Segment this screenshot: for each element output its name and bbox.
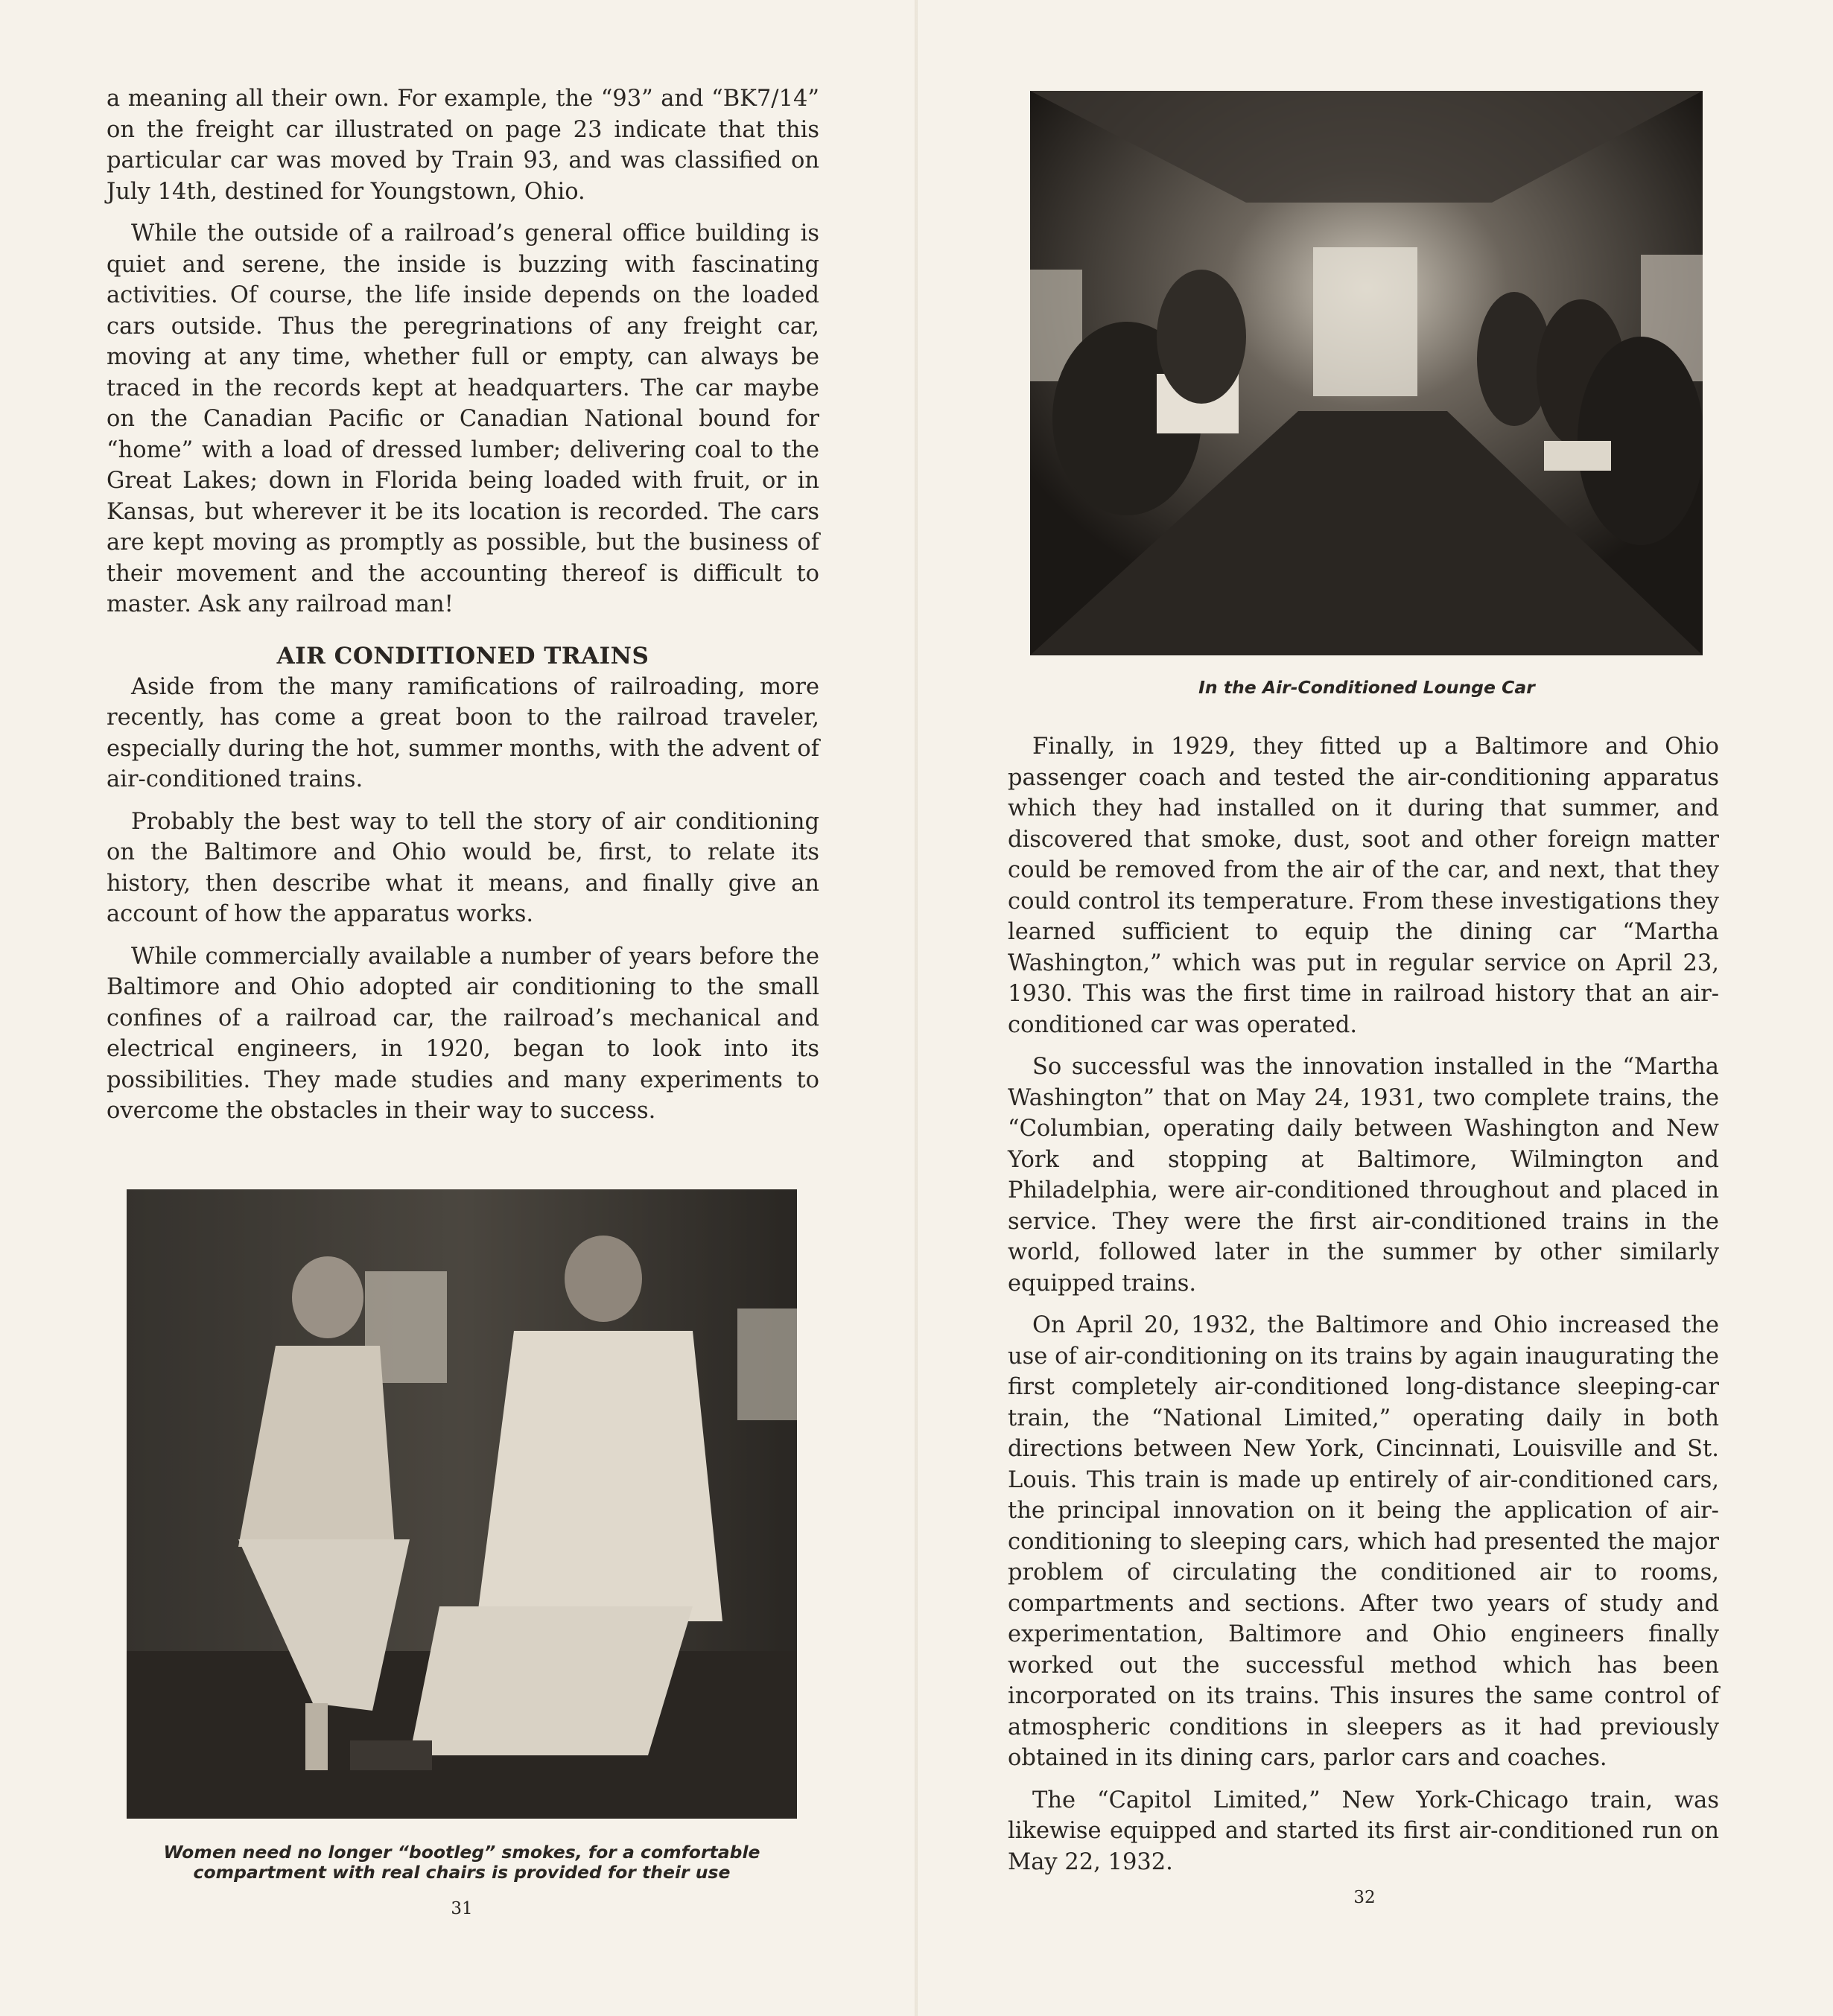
women-compartment-photo <box>127 1189 797 1819</box>
caption-line: Women need no longer “bootleg” smokes, for a comfortable <box>163 1842 760 1863</box>
page-number: 31 <box>451 1899 473 1918</box>
paragraph: Probably the best way to tell the story of air conditioning on the Baltimore and Ohio would be, first, to relate its history, then describe what it means, and finally give an account of how the apparatus works. <box>107 808 819 927</box>
right-page <box>916 0 1833 2016</box>
page-number: 32 <box>1353 1888 1376 1907</box>
paragraph: Aside from the many ramifications of railroading, more recently, has come a great boon to the railroad traveler, especially during the hot, summer months, with the advent of air-conditioned trains. <box>107 673 819 792</box>
left-text-column <box>107 83 819 1138</box>
caption-line: compartment with real chairs is provided for their use <box>193 1862 731 1883</box>
paragraph: a meaning all their own. For example, the “93” and “BK7/14” on the freight car illustrated on page 23 indicate that this particular car was moved by Train 93, and was classified on July 14th, destined for Youngstown, Ohio. <box>107 86 819 205</box>
lounge-car-photo <box>1030 91 1703 655</box>
paragraph: So successful was the innovation installed in the “Martha Washington” that on May 24, 1931, two complete trains, the “Columbian, operating daily between Washington and New York and stopping at Baltimore, Wilmington and Philadelphia, were air-conditioned throughout and placed in service. They were the first air-conditioned trains in the world, followed later in the summer by other similarly equipped trains. <box>1008 1054 1719 1297</box>
left-page <box>0 0 916 2016</box>
women-photo-caption <box>112 1842 812 1883</box>
paragraph: While commercially available a number of years before the Baltimore and Ohio adopted air conditioning to the small confines of a railroad car, the railroad’s mechanical and electrical engineers, in 1920, began to look into its possibilities. They made studies and many experiments to overcome the obstacles in their way to success. <box>107 943 819 1124</box>
paragraph: While the outside of a railroad’s general office building is quiet and serene, the inside is buzzing with fascinating activities. Of course, the life inside depends on the loaded cars outside. Thus the peregrinations of any freight car, moving at any time, whether full or empty, can always be traced in the records kept at headquarters. The car maybe on the Canadian Pacific or Canadian National bound for “home” with a load of dressed lumber; delivering coal to the Great Lakes; down in Florida being loaded with fruit, or in Kansas, but wherever it be its location is recorded. The cars are kept moving as promptly as possible, but the business of their movement and the accounting thereof is difficult to master. Ask any railroad man! <box>107 220 819 617</box>
right-text-column <box>1008 731 1719 1889</box>
paragraph: The “Capitol Limited,” New York-Chicago train, was likewise equipped and started its first air-conditioned run on May 22, 1932. <box>1008 1787 1719 1875</box>
paragraph: On April 20, 1932, the Baltimore and Ohio increased the use of air-conditioning on its trains by again inaugurating the first completely air-conditioned long-distance sleeping-car train, the “National Limited,” operating daily in both directions between New York, Cincinnati, Louisville and St. Louis. This train is made up entirely of air-conditioned cars, the principal innovation on it being the application of air-conditioning to sleeping cars, which had presented the major problem of circulating the conditioned air to rooms, compartments and sections. After two years of study and experimentation, Baltimore and Ohio engineers finally worked out the successful method which has been incorporated on its trains. This insures the same control of atmospheric conditions in sleepers as it had previously obtained in its dining cars, parlor cars and coaches. <box>1008 1312 1719 1771</box>
section-heading: AIR CONDITIONED TRAINS <box>276 642 649 670</box>
paragraph: Finally, in 1929, they fitted up a Baltimore and Ohio passenger coach and tested the air-conditioning apparatus which they had installed on it during that summer, and discovered that smoke, dust, soot and other foreign matter could be removed from the air of the car, and next, that they could control its temperature. From these investigations they learned sufficient to equip the dining car “Martha Washington,” which was put in regular service on April 23, 1930. This was the first time in railroad history that an air-conditioned car was operated. <box>1008 734 1719 1038</box>
lounge-photo-caption: In the Air-Conditioned Lounge Car <box>1198 677 1535 698</box>
